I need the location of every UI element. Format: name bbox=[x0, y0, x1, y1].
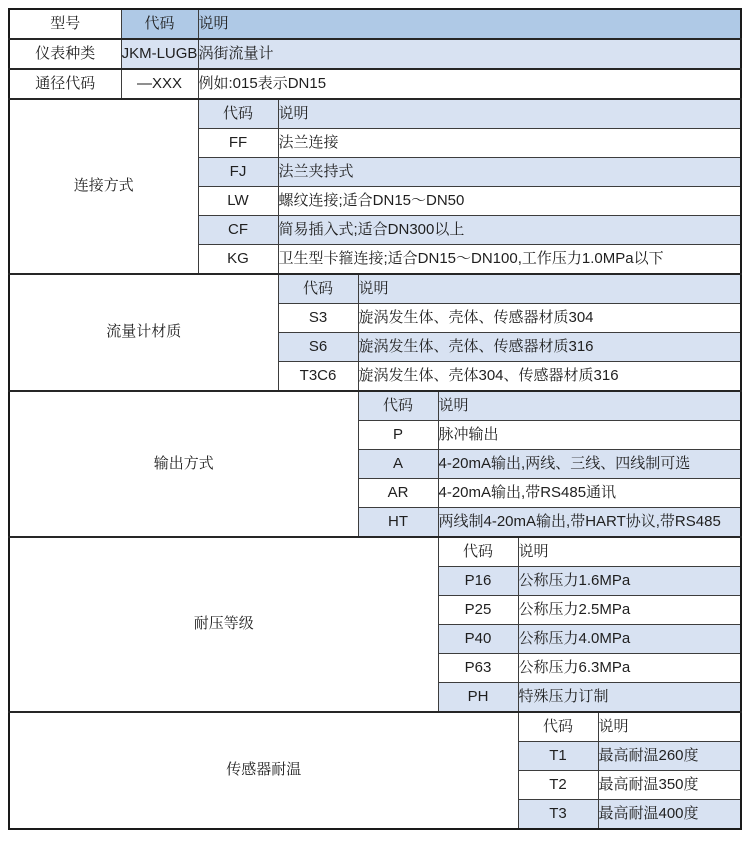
desc-cell: 最高耐温400度 bbox=[598, 800, 741, 830]
sub-header-code: 代码 bbox=[358, 391, 438, 421]
code-cell: FF bbox=[198, 129, 278, 158]
desc-cell: 4-20mA输出,带RS485通讯 bbox=[438, 479, 741, 508]
code-cell: JKM-LUGB bbox=[121, 39, 198, 69]
row-instrument-type bbox=[9, 39, 741, 69]
section-header-row bbox=[9, 99, 741, 129]
sub-header-code: 代码 bbox=[198, 99, 278, 129]
code-cell: P16 bbox=[438, 567, 518, 596]
header-cell-model: 型号 bbox=[9, 9, 121, 39]
section-label-pressure: 耐压等级 bbox=[9, 537, 438, 712]
code-cell: P bbox=[358, 421, 438, 450]
code-cell: KG bbox=[198, 245, 278, 275]
code-cell: FJ bbox=[198, 158, 278, 187]
code-cell: A bbox=[358, 450, 438, 479]
code-cell: AR bbox=[358, 479, 438, 508]
header-cell-code: 代码 bbox=[121, 9, 198, 39]
desc-cell: 公称压力2.5MPa bbox=[518, 596, 741, 625]
desc-cell: 法兰夹持式 bbox=[278, 158, 741, 187]
row-diameter-code bbox=[9, 69, 741, 99]
desc-cell: 公称压力6.3MPa bbox=[518, 654, 741, 683]
section-header-row bbox=[9, 391, 741, 421]
code-cell: HT bbox=[358, 508, 438, 538]
table-header-row bbox=[9, 9, 741, 39]
desc-cell: 旋涡发生体、壳体304、传感器材质316 bbox=[358, 362, 741, 392]
section-label-connection: 连接方式 bbox=[9, 99, 198, 274]
desc-cell: 法兰连接 bbox=[278, 129, 741, 158]
section-header-row bbox=[9, 537, 741, 567]
code-cell: CF bbox=[198, 216, 278, 245]
code-cell: T3 bbox=[518, 800, 598, 830]
section-header-row bbox=[9, 274, 741, 304]
row-label-cell: 通径代码 bbox=[9, 69, 121, 99]
desc-cell: 公称压力1.6MPa bbox=[518, 567, 741, 596]
sub-header-desc: 说明 bbox=[598, 712, 741, 742]
desc-cell: 特殊压力订制 bbox=[518, 683, 741, 713]
code-cell: P63 bbox=[438, 654, 518, 683]
section-label-material: 流量计材质 bbox=[9, 274, 278, 391]
sub-header-desc: 说明 bbox=[518, 537, 741, 567]
desc-cell: 脉冲输出 bbox=[438, 421, 741, 450]
desc-cell: 最高耐温260度 bbox=[598, 742, 741, 771]
desc-cell: 螺纹连接;适合DN15～DN50 bbox=[278, 187, 741, 216]
code-cell: LW bbox=[198, 187, 278, 216]
model-selection-table bbox=[8, 8, 742, 830]
sub-header-desc: 说明 bbox=[278, 99, 741, 129]
desc-cell: 旋涡发生体、壳体、传感器材质316 bbox=[358, 333, 741, 362]
sub-header-code: 代码 bbox=[438, 537, 518, 567]
code-cell: T3C6 bbox=[278, 362, 358, 392]
sub-header-desc: 说明 bbox=[438, 391, 741, 421]
desc-cell: 两线制4-20mA输出,带HART协议,带RS485 bbox=[438, 508, 741, 538]
section-label-output: 输出方式 bbox=[9, 391, 358, 537]
code-cell: S3 bbox=[278, 304, 358, 333]
header-cell-desc: 说明 bbox=[198, 9, 741, 39]
section-label-temperature: 传感器耐温 bbox=[9, 712, 518, 829]
desc-cell: 涡街流量计 bbox=[198, 39, 741, 69]
sub-header-desc: 说明 bbox=[358, 274, 741, 304]
row-label-cell: 仪表种类 bbox=[9, 39, 121, 69]
desc-cell: 最高耐温350度 bbox=[598, 771, 741, 800]
desc-cell: 4-20mA输出,两线、三线、四线制可选 bbox=[438, 450, 741, 479]
code-cell: —XXX bbox=[121, 69, 198, 99]
code-cell: P25 bbox=[438, 596, 518, 625]
code-cell: T1 bbox=[518, 742, 598, 771]
code-cell: PH bbox=[438, 683, 518, 713]
code-cell: P40 bbox=[438, 625, 518, 654]
desc-cell: 简易插入式;适合DN300以上 bbox=[278, 216, 741, 245]
sub-header-code: 代码 bbox=[518, 712, 598, 742]
sub-header-code: 代码 bbox=[278, 274, 358, 304]
code-cell: T2 bbox=[518, 771, 598, 800]
section-header-row bbox=[9, 712, 741, 742]
desc-cell: 例如:015表示DN15 bbox=[198, 69, 741, 99]
code-cell: S6 bbox=[278, 333, 358, 362]
desc-cell: 卫生型卡箍连接;适合DN15～DN100,工作压力1.0MPa以下 bbox=[278, 245, 741, 275]
desc-cell: 旋涡发生体、壳体、传感器材质304 bbox=[358, 304, 741, 333]
desc-cell: 公称压力4.0MPa bbox=[518, 625, 741, 654]
